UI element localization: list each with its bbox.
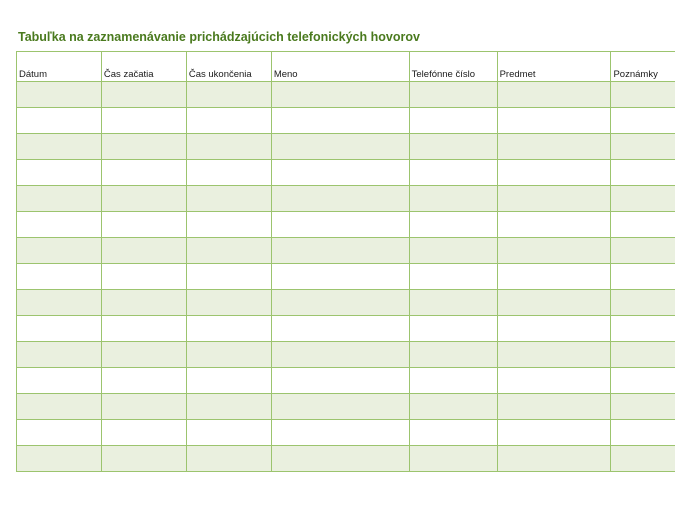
table-cell-datum[interactable]: [17, 446, 102, 472]
table-cell-predmet[interactable]: [497, 316, 611, 342]
table-row: [17, 134, 675, 160]
table-cell-meno[interactable]: [271, 264, 409, 290]
table-row: [17, 368, 675, 394]
table-row: [17, 212, 675, 238]
table-cell-meno[interactable]: [271, 342, 409, 368]
table-cell-poznamky[interactable]: [611, 186, 675, 212]
table-cell-cas_zacatia[interactable]: [101, 186, 186, 212]
table-cell-poznamky[interactable]: [611, 238, 675, 264]
table-cell-telefonne_cislo[interactable]: [409, 264, 497, 290]
table-cell-poznamky[interactable]: [611, 394, 675, 420]
column-header-predmet: Predmet: [497, 52, 611, 82]
table-cell-predmet[interactable]: [497, 212, 611, 238]
table-cell-telefonne_cislo[interactable]: [409, 160, 497, 186]
table-cell-cas_zacatia[interactable]: [101, 160, 186, 186]
table-cell-poznamky[interactable]: [611, 290, 675, 316]
table-cell-datum[interactable]: [17, 368, 102, 394]
table-cell-cas_ukoncenia[interactable]: [186, 238, 271, 264]
table-cell-predmet[interactable]: [497, 134, 611, 160]
table-cell-telefonne_cislo[interactable]: [409, 186, 497, 212]
table-cell-meno[interactable]: [271, 394, 409, 420]
table-cell-telefonne_cislo[interactable]: [409, 108, 497, 134]
table-cell-telefonne_cislo[interactable]: [409, 342, 497, 368]
table-cell-predmet[interactable]: [497, 342, 611, 368]
header-row: [17, 52, 675, 82]
table-cell-datum[interactable]: [17, 342, 102, 368]
table-cell-datum[interactable]: [17, 186, 102, 212]
table-cell-datum[interactable]: [17, 316, 102, 342]
table-cell-cas_ukoncenia[interactable]: [186, 394, 271, 420]
table-body: [17, 82, 675, 472]
call-log-table: [16, 51, 675, 472]
table-cell-poznamky[interactable]: [611, 446, 675, 472]
table-row: [17, 186, 675, 212]
table-cell-cas_ukoncenia[interactable]: [186, 446, 271, 472]
table-cell-telefonne_cislo[interactable]: [409, 82, 497, 108]
table-cell-meno[interactable]: [271, 368, 409, 394]
table-row: [17, 290, 675, 316]
table-cell-cas_ukoncenia[interactable]: [186, 134, 271, 160]
table-cell-cas_zacatia[interactable]: [101, 316, 186, 342]
table-cell-predmet[interactable]: [497, 264, 611, 290]
column-header-meno: Meno: [271, 52, 409, 82]
table-cell-datum[interactable]: [17, 238, 102, 264]
table-row: [17, 160, 675, 186]
table-cell-poznamky[interactable]: [611, 134, 675, 160]
table-cell-poznamky[interactable]: [611, 82, 675, 108]
table-cell-cas_ukoncenia[interactable]: [186, 368, 271, 394]
table-cell-cas_ukoncenia[interactable]: [186, 316, 271, 342]
table-cell-datum[interactable]: [17, 212, 102, 238]
table-cell-datum[interactable]: [17, 134, 102, 160]
table-cell-telefonne_cislo[interactable]: [409, 238, 497, 264]
table-cell-cas_zacatia[interactable]: [101, 342, 186, 368]
table-row: [17, 108, 675, 134]
table-cell-predmet[interactable]: [497, 238, 611, 264]
table-row: [17, 394, 675, 420]
table-cell-poznamky[interactable]: [611, 160, 675, 186]
table-cell-cas_zacatia[interactable]: [101, 394, 186, 420]
column-header-poznamky: Poznámky: [611, 52, 675, 82]
page-title: Tabuľka na zaznamenávanie prichádzajúcich telefonických hovorov: [18, 30, 420, 44]
table-row: [17, 420, 675, 446]
table-cell-cas_ukoncenia[interactable]: [186, 212, 271, 238]
table-cell-predmet[interactable]: [497, 368, 611, 394]
table-cell-predmet[interactable]: [497, 82, 611, 108]
table-row: [17, 316, 675, 342]
table-cell-cas_ukoncenia[interactable]: [186, 108, 271, 134]
table-cell-cas_ukoncenia[interactable]: [186, 420, 271, 446]
table-cell-telefonne_cislo[interactable]: [409, 212, 497, 238]
table-cell-cas_zacatia[interactable]: [101, 420, 186, 446]
table-row: [17, 82, 675, 108]
table-cell-predmet[interactable]: [497, 420, 611, 446]
table-cell-cas_zacatia[interactable]: [101, 290, 186, 316]
table-cell-datum[interactable]: [17, 264, 102, 290]
table-cell-predmet[interactable]: [497, 290, 611, 316]
table-cell-datum[interactable]: [17, 82, 102, 108]
table-cell-cas_ukoncenia[interactable]: [186, 342, 271, 368]
table-row: [17, 446, 675, 472]
table-cell-telefonne_cislo[interactable]: [409, 394, 497, 420]
table-cell-datum[interactable]: [17, 290, 102, 316]
table-row: [17, 238, 675, 264]
table-row: [17, 264, 675, 290]
table-cell-predmet[interactable]: [497, 160, 611, 186]
table-cell-cas_zacatia[interactable]: [101, 108, 186, 134]
table-cell-poznamky[interactable]: [611, 368, 675, 394]
column-header-cas-ukoncenia: Čas ukončenia: [186, 52, 271, 82]
table-cell-cas_ukoncenia[interactable]: [186, 264, 271, 290]
table-cell-telefonne_cislo[interactable]: [409, 290, 497, 316]
table-cell-telefonne_cislo[interactable]: [409, 446, 497, 472]
table-cell-telefonne_cislo[interactable]: [409, 420, 497, 446]
table-cell-meno[interactable]: [271, 290, 409, 316]
table-cell-meno[interactable]: [271, 160, 409, 186]
table-cell-poznamky[interactable]: [611, 342, 675, 368]
table-cell-datum[interactable]: [17, 394, 102, 420]
table-cell-poznamky[interactable]: [611, 264, 675, 290]
table-cell-meno[interactable]: [271, 82, 409, 108]
table-cell-telefonne_cislo[interactable]: [409, 316, 497, 342]
table-cell-cas_zacatia[interactable]: [101, 212, 186, 238]
table-cell-poznamky[interactable]: [611, 212, 675, 238]
table-cell-cas_zacatia[interactable]: [101, 446, 186, 472]
column-header-telefonne-cislo: Telefónne číslo: [409, 52, 497, 82]
table-cell-meno[interactable]: [271, 108, 409, 134]
table-cell-predmet[interactable]: [497, 186, 611, 212]
table-cell-cas_ukoncenia[interactable]: [186, 82, 271, 108]
table-cell-cas_ukoncenia[interactable]: [186, 186, 271, 212]
table-cell-cas_zacatia[interactable]: [101, 238, 186, 264]
table-cell-meno[interactable]: [271, 212, 409, 238]
table-cell-cas_ukoncenia[interactable]: [186, 160, 271, 186]
table-cell-cas_zacatia[interactable]: [101, 264, 186, 290]
table-cell-datum[interactable]: [17, 160, 102, 186]
table-cell-predmet[interactable]: [497, 108, 611, 134]
column-header-datum: Dátum: [17, 52, 102, 82]
table-cell-telefonne_cislo[interactable]: [409, 134, 497, 160]
table-cell-telefonne_cislo[interactable]: [409, 368, 497, 394]
table-cell-cas_ukoncenia[interactable]: [186, 290, 271, 316]
table-cell-predmet[interactable]: [497, 394, 611, 420]
table-cell-poznamky[interactable]: [611, 420, 675, 446]
table-cell-meno[interactable]: [271, 446, 409, 472]
table-cell-meno[interactable]: [271, 316, 409, 342]
table-cell-poznamky[interactable]: [611, 108, 675, 134]
table-cell-meno[interactable]: [271, 238, 409, 264]
table-row: [17, 342, 675, 368]
column-header-cas-zacatia: Čas začatia: [101, 52, 186, 82]
table-cell-meno[interactable]: [271, 420, 409, 446]
table-cell-datum[interactable]: [17, 108, 102, 134]
table-cell-meno[interactable]: [271, 134, 409, 160]
table-cell-cas_zacatia[interactable]: [101, 368, 186, 394]
table-cell-poznamky[interactable]: [611, 316, 675, 342]
table-cell-cas_zacatia[interactable]: [101, 82, 186, 108]
table-cell-cas_zacatia[interactable]: [101, 134, 186, 160]
table-cell-predmet[interactable]: [497, 446, 611, 472]
table-cell-datum[interactable]: [17, 420, 102, 446]
table-cell-meno[interactable]: [271, 186, 409, 212]
